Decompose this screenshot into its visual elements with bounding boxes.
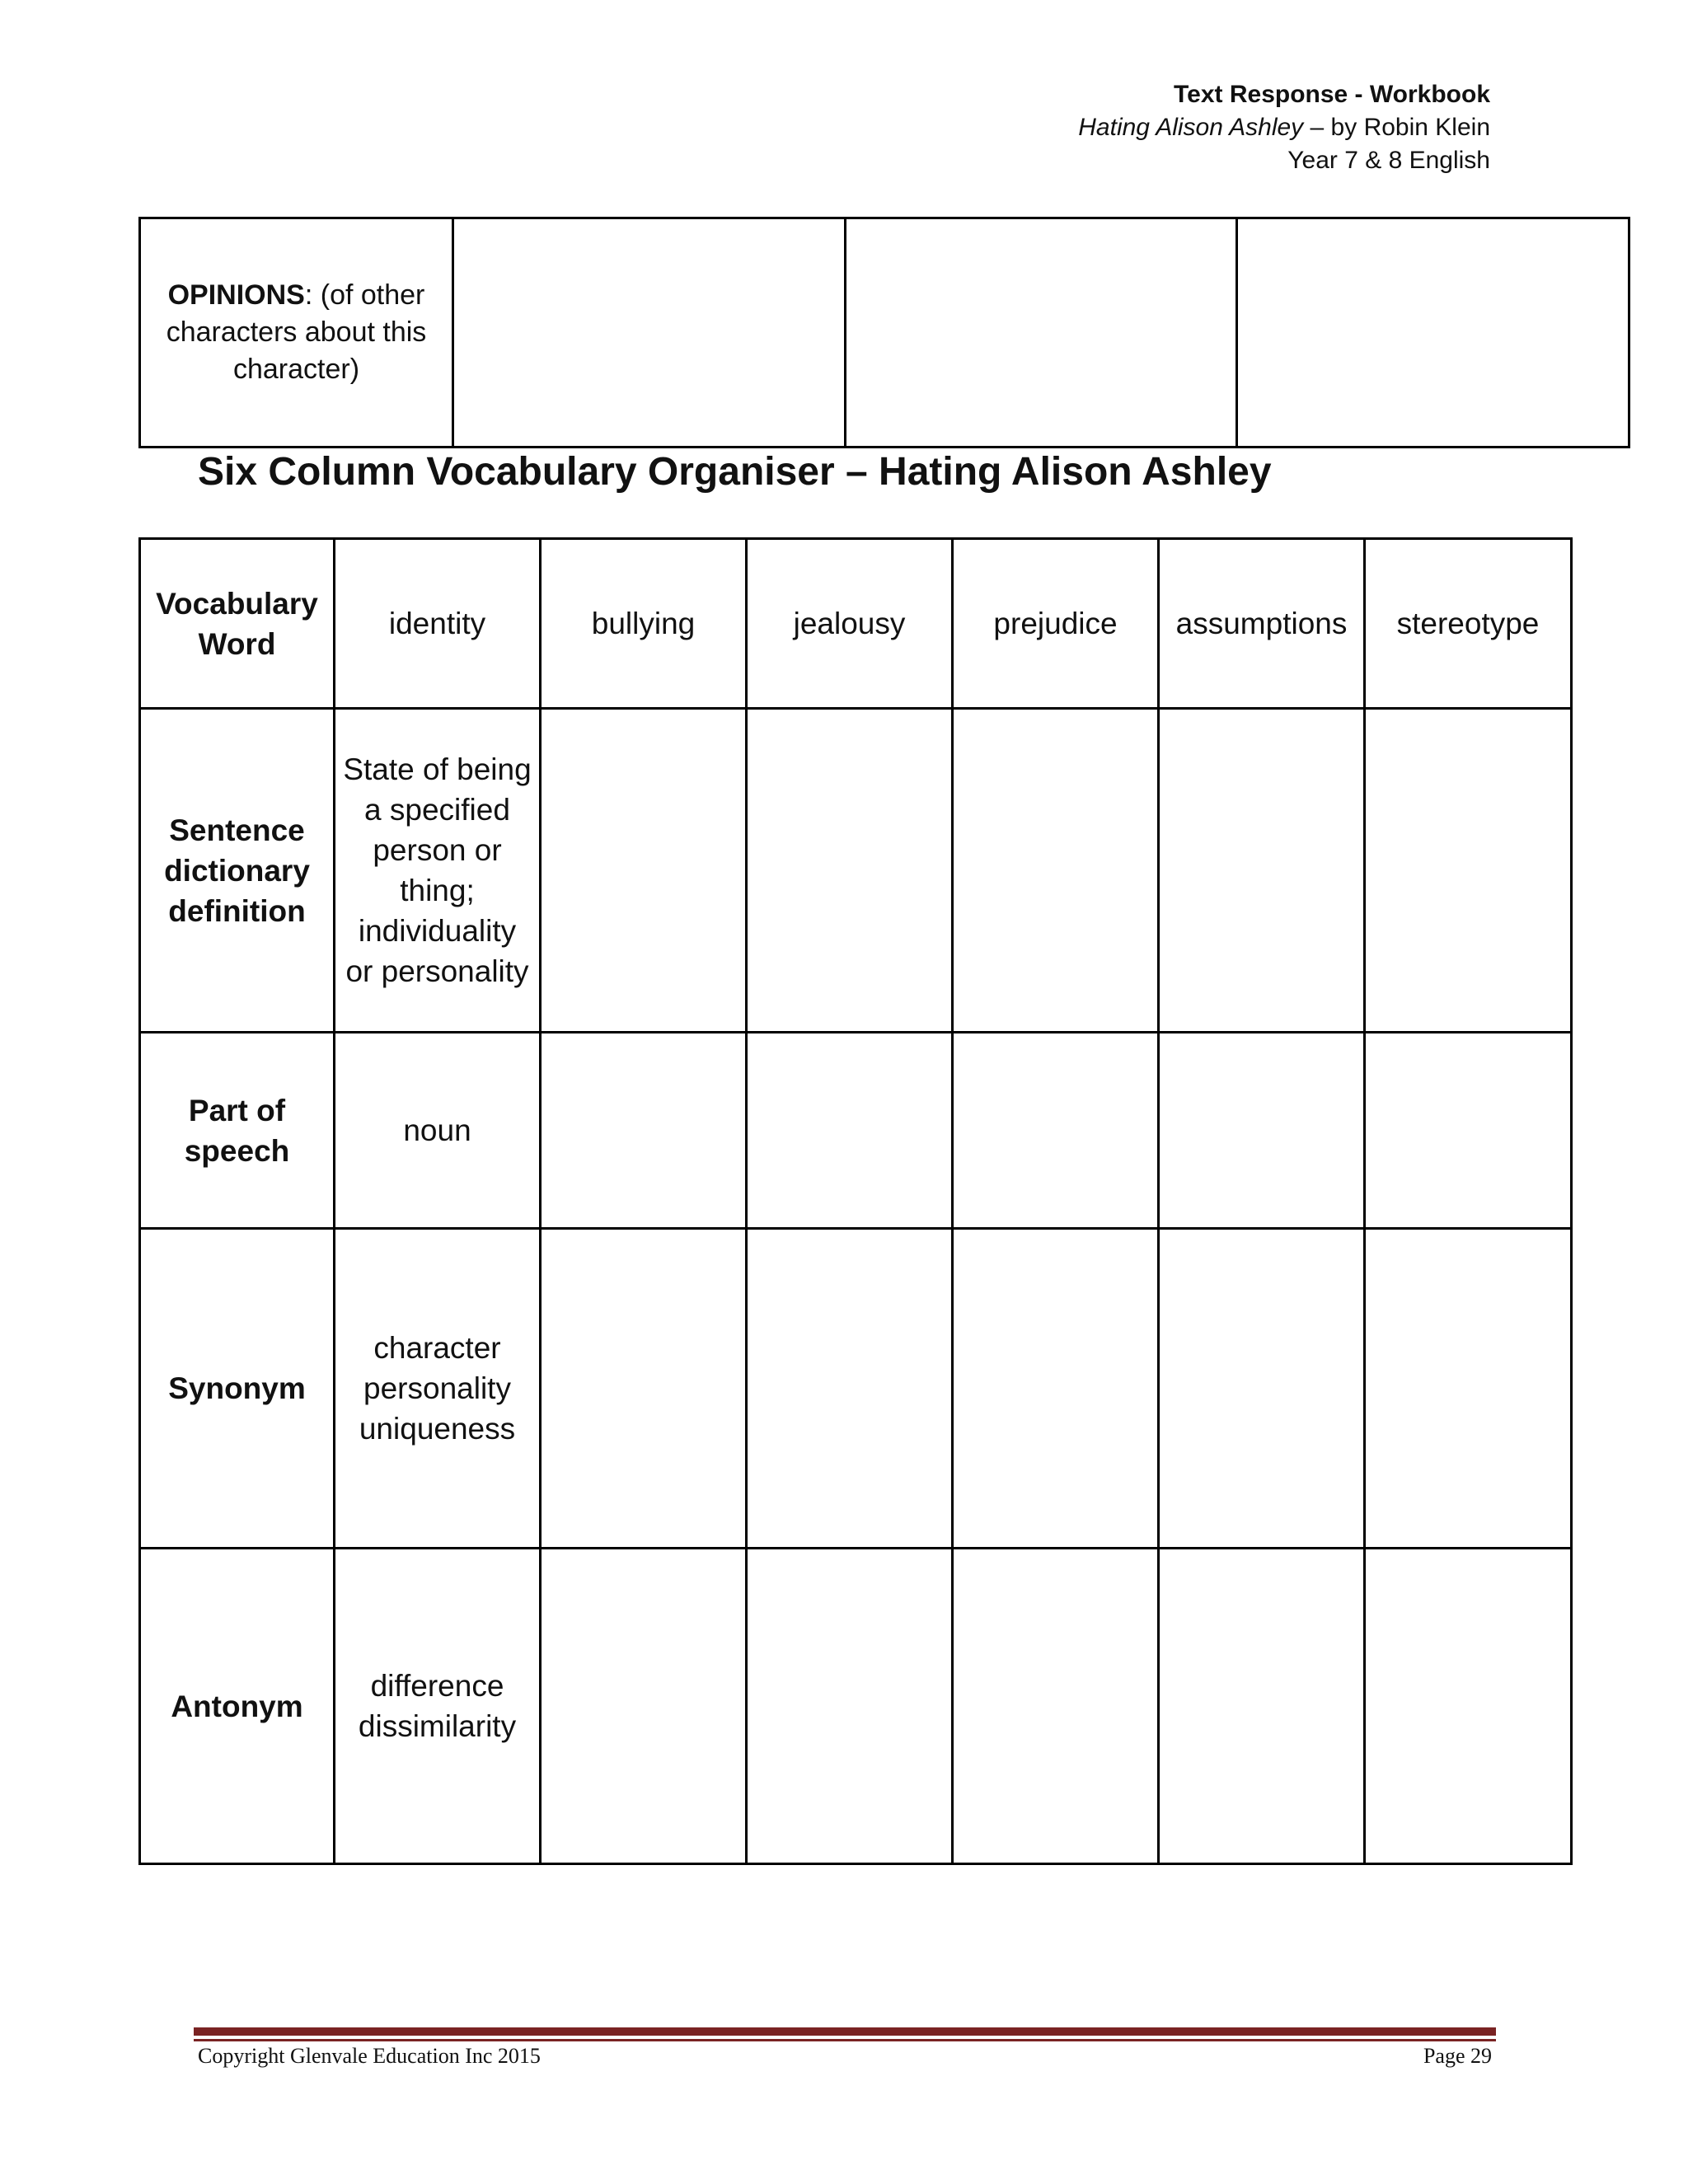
word-cell: identity bbox=[335, 539, 541, 709]
opinions-answer-cell[interactable] bbox=[453, 218, 846, 448]
book-line bbox=[1078, 111, 1490, 144]
word-cell: bullying bbox=[541, 539, 747, 709]
example-synonym-cell: character personality uniqueness bbox=[335, 1229, 541, 1549]
page-header bbox=[1078, 78, 1490, 177]
book-author: – by Robin Klein bbox=[1310, 114, 1490, 141]
answer-cell[interactable] bbox=[747, 1549, 953, 1864]
opinions-label: OPINIONS bbox=[167, 279, 305, 311]
opinions-row bbox=[140, 218, 1629, 448]
answer-cell[interactable] bbox=[1159, 709, 1365, 1033]
answer-cell[interactable] bbox=[1365, 1229, 1572, 1549]
opinions-table bbox=[138, 217, 1630, 448]
antonym-row bbox=[140, 1549, 1572, 1864]
answer-cell[interactable] bbox=[747, 1033, 953, 1229]
answer-cell[interactable] bbox=[1159, 1549, 1365, 1864]
opinions-label-description: : (of other characters about this character) bbox=[166, 279, 427, 385]
example-antonym-cell: difference dissimilarity bbox=[335, 1549, 541, 1864]
answer-cell[interactable] bbox=[953, 1229, 1159, 1549]
word-cell: stereotype bbox=[1365, 539, 1572, 709]
answer-cell[interactable] bbox=[541, 1033, 747, 1229]
vocabulary-organiser-table bbox=[138, 537, 1573, 1865]
row-label-synonym: Synonym bbox=[140, 1229, 335, 1549]
organiser-title: Six Column Vocabulary Organiser – Hating Alison Ashley bbox=[198, 450, 1272, 494]
opinions-answer-cell[interactable] bbox=[1237, 218, 1629, 448]
example-definition-cell: State of being a specified person or thing; individuality or personality bbox=[335, 709, 541, 1033]
row-label-vocabulary-word: Vocabulary Word bbox=[140, 539, 335, 709]
answer-cell[interactable] bbox=[541, 1549, 747, 1864]
word-cell: prejudice bbox=[953, 539, 1159, 709]
footer-divider bbox=[194, 2027, 1496, 2041]
answer-cell[interactable] bbox=[541, 1229, 747, 1549]
row-label-definition: Sentence dictionary definition bbox=[140, 709, 335, 1033]
answer-cell[interactable] bbox=[1365, 1033, 1572, 1229]
year-level: Year 7 & 8 English bbox=[1287, 147, 1490, 174]
answer-cell[interactable] bbox=[541, 709, 747, 1033]
part-of-speech-row bbox=[140, 1033, 1572, 1229]
answer-cell[interactable] bbox=[747, 709, 953, 1033]
answer-cell[interactable] bbox=[747, 1229, 953, 1549]
opinions-label-cell bbox=[140, 218, 453, 448]
answer-cell[interactable] bbox=[953, 709, 1159, 1033]
row-label-antonym: Antonym bbox=[140, 1549, 335, 1864]
row-label-part-of-speech: Part of speech bbox=[140, 1033, 335, 1229]
workbook-title: Text Response - Workbook bbox=[1174, 81, 1490, 108]
answer-cell[interactable] bbox=[1159, 1033, 1365, 1229]
answer-cell[interactable] bbox=[953, 1033, 1159, 1229]
definition-row bbox=[140, 709, 1572, 1033]
answer-cell[interactable] bbox=[1159, 1229, 1365, 1549]
page-number: Page 29 bbox=[1423, 2044, 1492, 2068]
synonym-row bbox=[140, 1229, 1572, 1549]
example-part-of-speech-cell: noun bbox=[335, 1033, 541, 1229]
copyright-notice: Copyright Glenvale Education Inc 2015 bbox=[198, 2044, 541, 2068]
answer-cell[interactable] bbox=[1365, 1549, 1572, 1864]
word-cell: jealousy bbox=[747, 539, 953, 709]
book-title: Hating Alison Ashley bbox=[1078, 114, 1304, 141]
vocabulary-word-row bbox=[140, 539, 1572, 709]
answer-cell[interactable] bbox=[1365, 709, 1572, 1033]
opinions-answer-cell[interactable] bbox=[846, 218, 1237, 448]
answer-cell[interactable] bbox=[953, 1549, 1159, 1864]
word-cell: assumptions bbox=[1159, 539, 1365, 709]
